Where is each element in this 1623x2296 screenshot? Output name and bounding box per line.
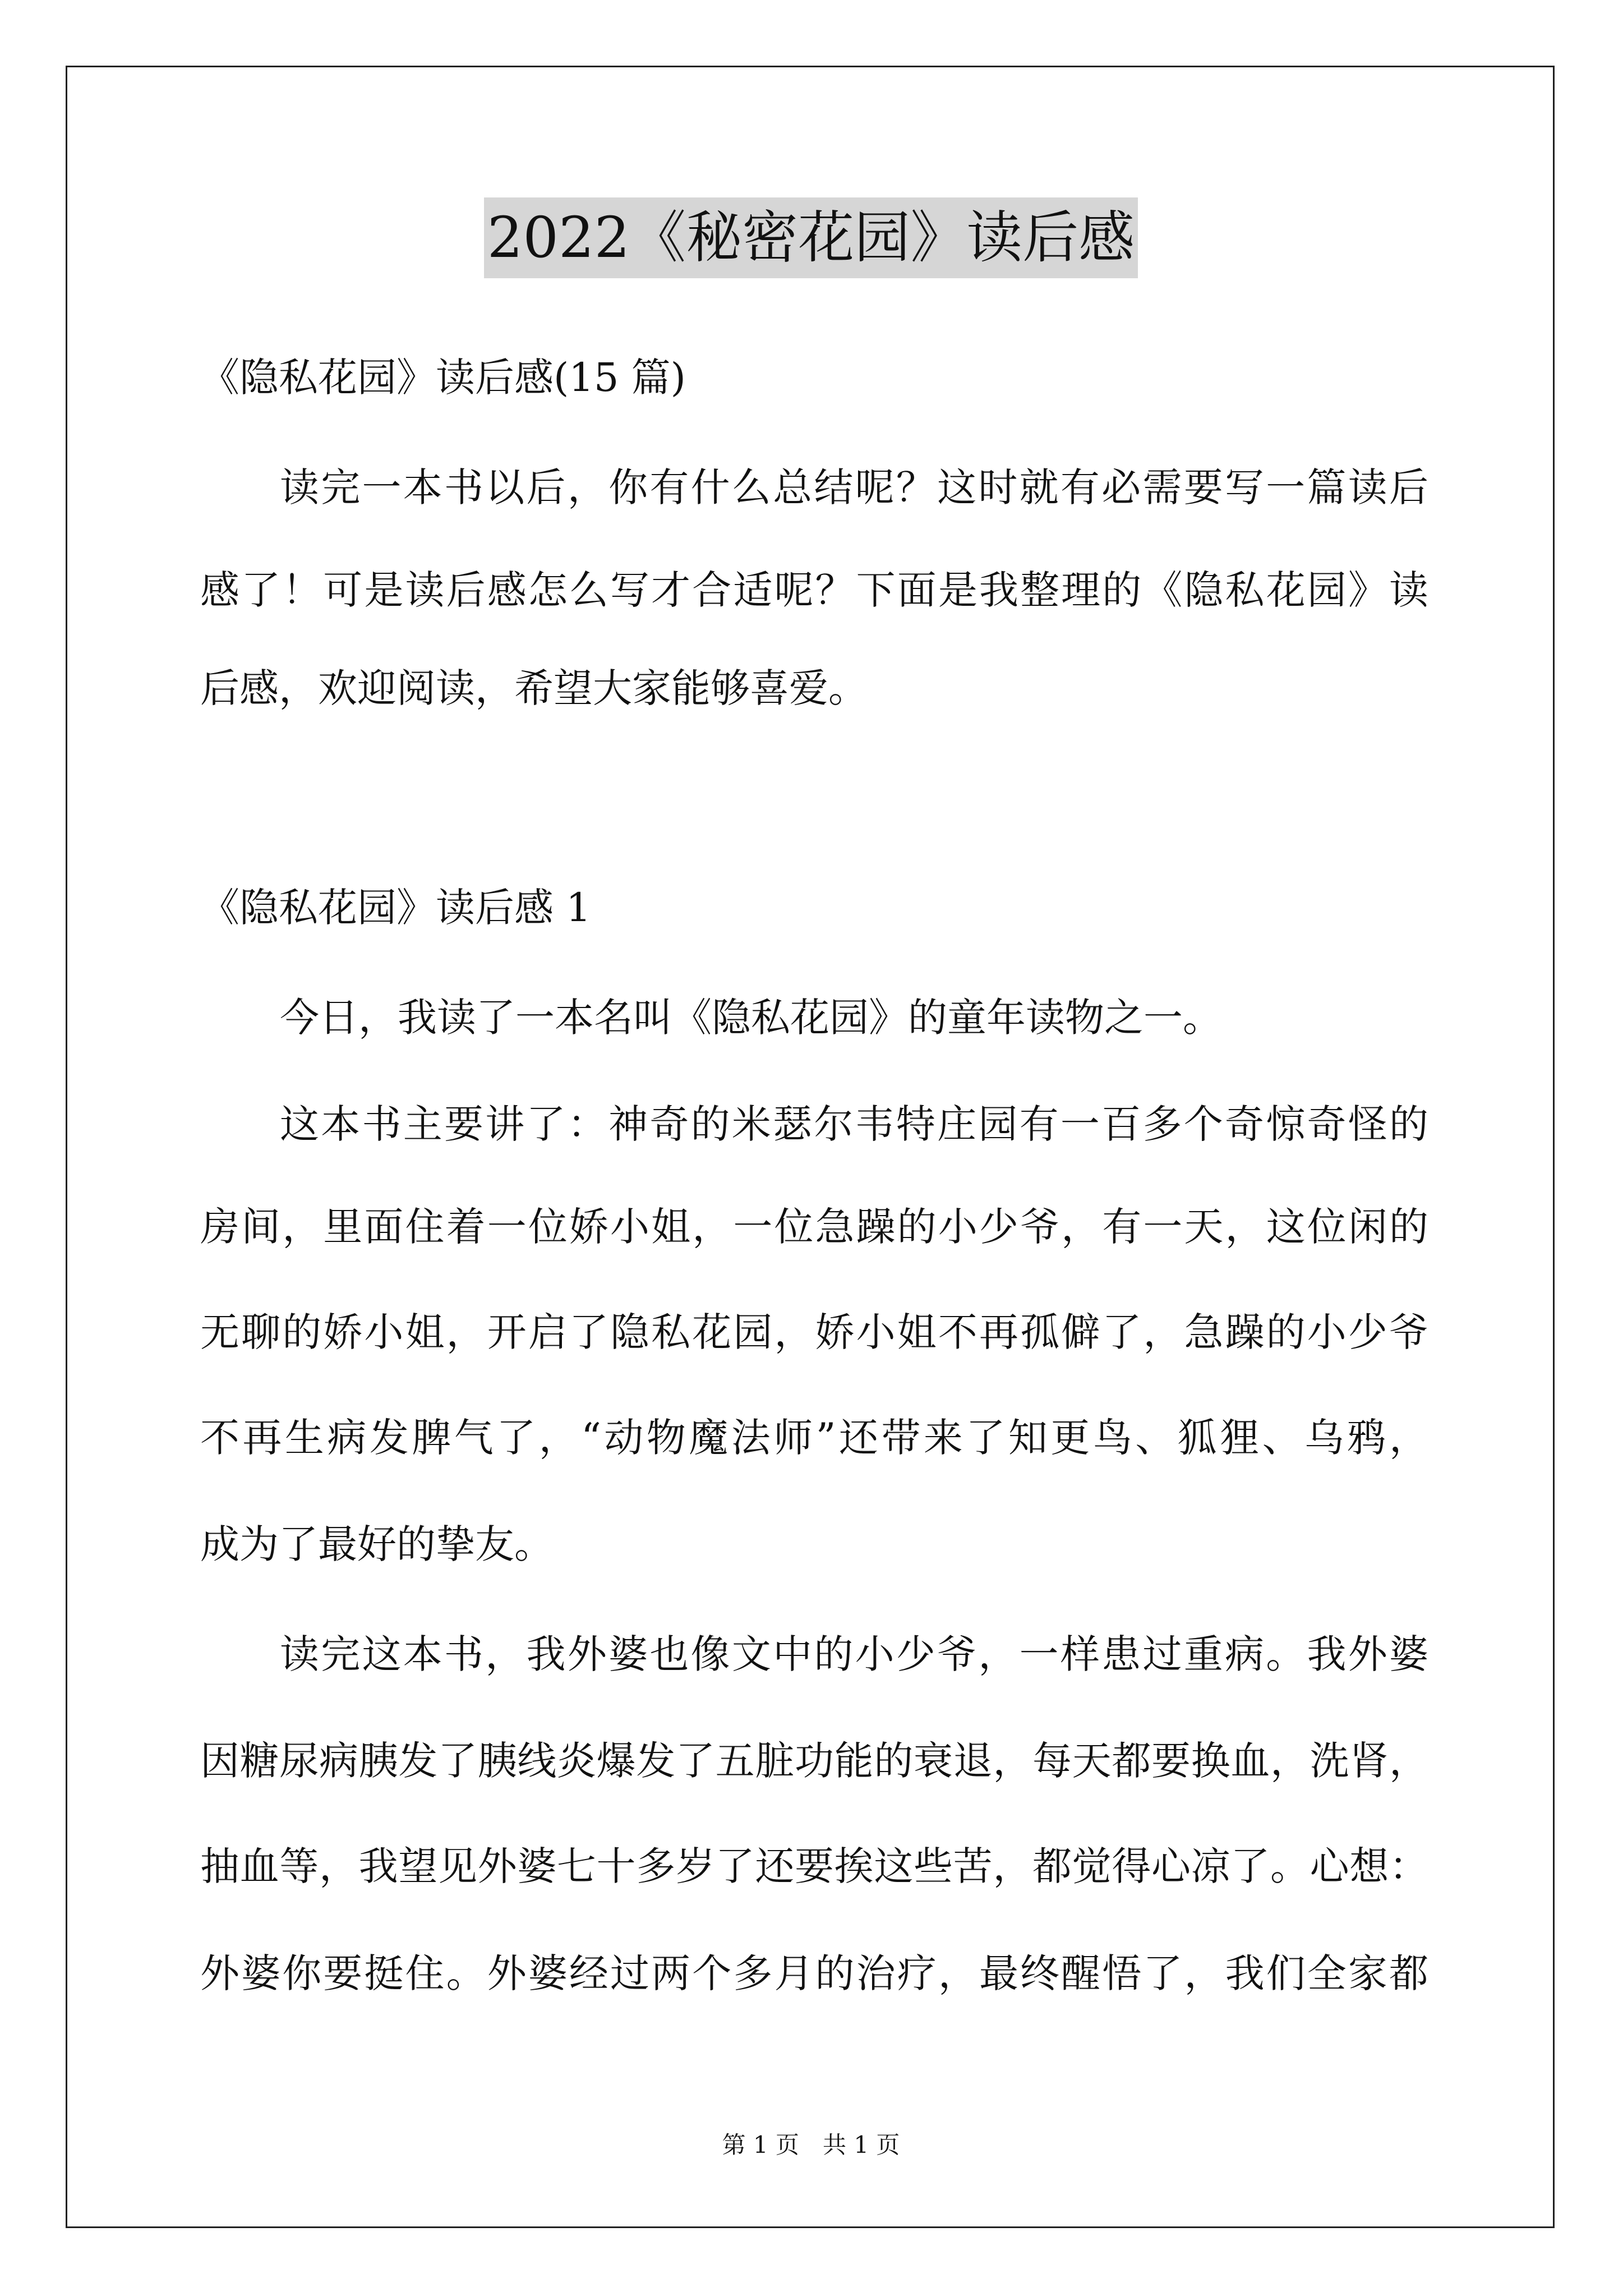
paragraph-line: 今日，我读了一本名叫《隐私花园》的童年读物之一。 (280, 995, 1222, 1041)
section-heading: 《隐私花园》读后感 1 (200, 885, 591, 931)
title-container (66, 197, 1556, 278)
paragraph-line: 成为了最好的挚友。 (200, 1521, 554, 1567)
paragraph-line: 无聊的娇小姐，开启了隐私花园，娇小姐不再孤僻了，急躁的小少爷 (200, 1309, 1428, 1355)
paragraph-line: 外婆你要挺住。外婆经过两个多月的治疗，最终醒悟了，我们全家都 (200, 1950, 1428, 1996)
paragraph-line: 读完这本书，我外婆也像文中的小少爷，一样患过重病。我外婆 (280, 1631, 1428, 1677)
document-title: 2022《秘密花园》读后感 (484, 197, 1138, 278)
paragraph-line: 这本书主要讲了：神奇的米瑟尔韦特庄园有一百多个奇惊奇怪的 (280, 1101, 1428, 1147)
page-footer: 第 1 页 共 1 页 (722, 2131, 900, 2159)
paragraph-line: 抽血等，我望见外婆七十多岁了还要挨这些苦，都觉得心凉了。心想： (200, 1843, 1428, 1889)
intro-line: 后感，欢迎阅读，希望大家能够喜爱。 (200, 665, 868, 711)
intro-line: 读完一本书以后，你有什么总结呢？这时就有必需要写一篇读后 (280, 464, 1428, 510)
paragraph-line: 房间，里面住着一位娇小姐，一位急躁的小少爷，有一天，这位闲的 (200, 1204, 1428, 1250)
intro-line: 感了！可是读后感怎么写才合适呢？下面是我整理的《隐私花园》读 (200, 567, 1428, 613)
subtitle: 《隐私花园》读后感(15 篇) (200, 355, 686, 401)
paragraph-line: 因糖尿病胰发了胰线炎爆发了五脏功能的衰退，每天都要换血，洗肾， (200, 1738, 1428, 1784)
paragraph-line: 不再生病发脾气了，“动物魔法师”还带来了知更鸟、狐狸、乌鸦， (200, 1415, 1428, 1461)
